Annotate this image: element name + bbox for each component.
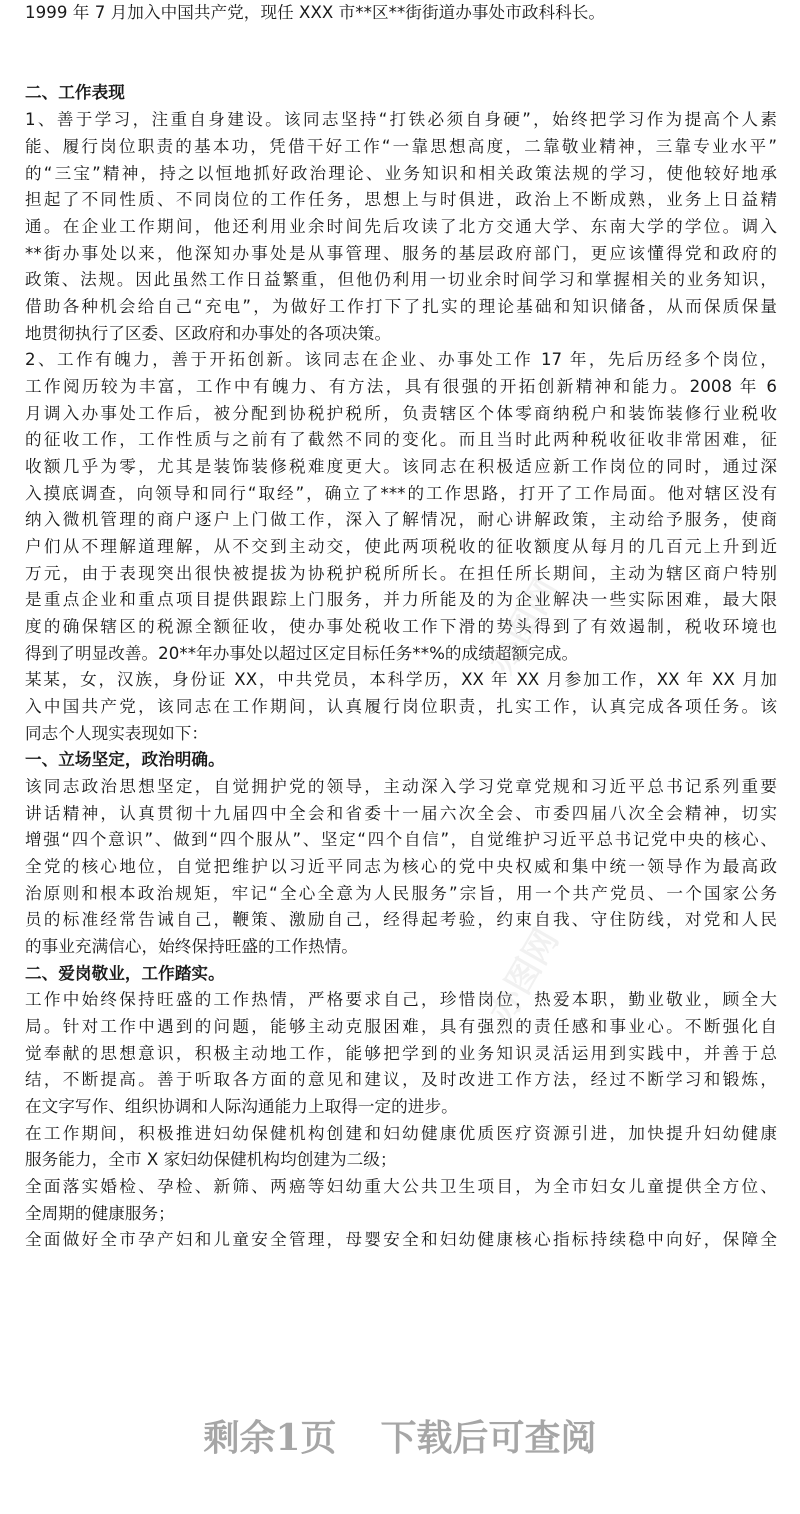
text-line: 工作阅历较为丰富，工作中有魄力、有方法，具有很强的开拓创新精神和能力。2008 年 6 xyxy=(25,377,777,396)
text-line: 度的确保辖区的税源全额征收，使办事处税收工作下滑的势头得到了有效遏制，税收环境也 xyxy=(25,617,777,636)
text-line: 1999 年 7 月加入中国共产党，现任 XXX 市**区**街街道办事处市政科科长。 xyxy=(25,3,606,22)
text-line: 入中国共产党，该同志在工作期间，认真履行岗位职责，扎实工作，认真完成各项任务。该 xyxy=(25,697,777,716)
text-line: 收额几乎为零，尤其是装饰装修税难度更大。该同志在积极适应新工作岗位的同时，通过深 xyxy=(25,457,777,476)
watermark: 办图网 xyxy=(481,572,567,681)
text-line: 某某，女，汉族，身份证 XX，中共党员，本科学历，XX 年 XX 月参加工作，XX 年 XX 月加 xyxy=(25,670,777,689)
text-line: 1、善于学习，注重自身建设。该同志坚持“打铁必须自身硬”，始终把学习作为提高个人素 xyxy=(25,110,777,129)
text-line: 服务能力，全市 X 家妇幼保健机构均创建为二级； xyxy=(25,1150,397,1169)
text-line: 是重点企业和重点项目提供跟踪上门服务，并力所能及的为企业解决一些实际困难，最大限 xyxy=(25,590,777,609)
text-line: 员的标准经常告诫自己，鞭策、激励自己，经得起考验，约束自我、守住防线，对党和人民 xyxy=(25,910,777,929)
text-line: 全党的核心地位，自觉把维护以习近平同志为核心的党中央权威和集中统一领导作为最高政 xyxy=(25,857,777,876)
watermark: 办图网 xyxy=(481,922,567,1031)
text-line: 工作中始终保持旺盛的工作热情，严格要求自己，珍惜岗位，热爱本职，勤业敬业，顾全大 xyxy=(25,990,777,1009)
download-to-view-label[interactable]: 下载后可查阅 xyxy=(380,1417,597,1459)
text-line: 治原则和根本政治规矩，牢记“全心全意为人民服务”宗旨，用一个共产党员、一个国家公务 xyxy=(25,884,777,903)
text-line: 借助各种机会给自己“充电”，为做好工作打下了扎实的理论基础和知识储备，从而保质保量 xyxy=(25,297,777,316)
text-line: 2、工作有魄力，善于开拓创新。该同志在企业、办事处工作 17 年，先后历经多个岗位， xyxy=(25,350,777,369)
text-line: 讲话精神，认真贯彻十九届四中全会和省委十一届六次全会、市委四届八次全会精神，切实 xyxy=(25,804,777,823)
text-line: 纳入微机管理的商户逐户上门做工作，深入了解情况，耐心讲解政策，主动给予服务，使商 xyxy=(25,510,777,529)
section-heading: 二、工作表现 xyxy=(25,83,125,102)
text-line: **街办事处以来，他深知办事处是从事管理、服务的基层政府部门，更应该懂得党和政府的 xyxy=(25,244,777,263)
section-heading: 一、立场坚定，政治明确。 xyxy=(25,750,225,769)
text-line: 觉奉献的思想意识，积极主动地工作，能够把学到的业务知识灵活运用到实践中，并善于总 xyxy=(25,1044,777,1063)
text-line: 同志个人现实表现如下： xyxy=(25,724,209,743)
text-line: 全面落实婚检、孕检、新筛、两癌等妇幼重大公共卫生项目，为全市妇女儿童提供全方位、 xyxy=(25,1177,777,1196)
text-line: 万元，由于表现突出很快被提拔为协税护税所所长。在担任所长期间，主动为辖区商户特别 xyxy=(25,564,777,583)
text-line: 政策、法规。因此虽然工作日益繁重，但他仍利用一切业余时间学习和掌握相关的业务知识， xyxy=(25,270,777,289)
text-line: 户们从不理解道理解，从不交到主动交，使此两项税收的征收额度从每月的几百元上升到近 xyxy=(25,537,777,556)
text-line: 的事业充满信心，始终保持旺盛的工作热情。 xyxy=(25,937,358,956)
text-line: 的征收工作，工作性质与之前有了截然不同的变化。而且当时此两种税收征收非常困难，征 xyxy=(25,430,777,449)
text-line: 通。在企业工作期间，他还利用业余时间先后攻读了北方交通大学、东南大学的学位。调入 xyxy=(25,217,777,236)
text-line: 在文字写作、组织协调和人际沟通能力上取得一定的进步。 xyxy=(25,1097,458,1116)
section-heading: 二、爱岗敬业，工作踏实。 xyxy=(25,964,225,983)
text-line: 地贯彻执行了区委、区政府和办事处的各项决策。 xyxy=(25,324,392,343)
text-line: 全面做好全市孕产妇和儿童安全管理，母婴安全和妇幼健康核心指标持续稳中向好，保障全 xyxy=(25,1230,777,1249)
text-line: 担起了不同性质、不同岗位的工作任务，思想上与时俱进，政治上不断成熟，业务上日益精 xyxy=(25,190,777,209)
text-line: 的“三宝”精神，持之以恒地抓好政治理论、业务知识和相关政策法规的学习，使他较好地承 xyxy=(25,164,777,183)
text-line: 能、履行岗位职责的基本功，凭借干好工作“一靠思想高度，二靠敬业精神，三靠专业水平” xyxy=(25,137,777,156)
text-line: 局。针对工作中遇到的问题，能够主动克服困难，具有强烈的责任感和事业心。不断强化自 xyxy=(25,1017,777,1036)
text-line: 结，不断提高。善于听取各方面的意见和建议，及时改进工作方法，经过不断学习和锻炼， xyxy=(25,1070,777,1089)
text-line: 得到了明显改善。20**年办事处以超过区定目标任务**%的成绩超额完成。 xyxy=(25,644,579,663)
text-line: 全周期的健康服务； xyxy=(25,1204,175,1223)
text-line: 在工作期间，积极推进妇幼保健机构创建和妇幼健康优质医疗资源引进，加快提升妇幼健康 xyxy=(25,1124,777,1143)
text-line: 入摸底调查，向领导和同行“取经”，确立了***的工作思路，打开了工作局面。他对辖区没有 xyxy=(25,484,777,503)
text-line: 月调入办事处工作后，被分配到协税护税所，负责辖区个体零商纳税户和装饰装修行业税收 xyxy=(25,404,777,423)
text-line: 增强“四个意识”、做到“四个服从”、坚定“四个自信”，自觉维护习近平总书记党中央的核心、 xyxy=(25,830,777,849)
remaining-pages-label: 剩余1页 xyxy=(203,1417,337,1459)
remaining-pages-banner[interactable] xyxy=(0,1412,800,1464)
text-line: 该同志政治思想坚定，自觉拥护党的领导，主动深入学习党章党规和习近平总书记系列重要 xyxy=(25,777,777,796)
